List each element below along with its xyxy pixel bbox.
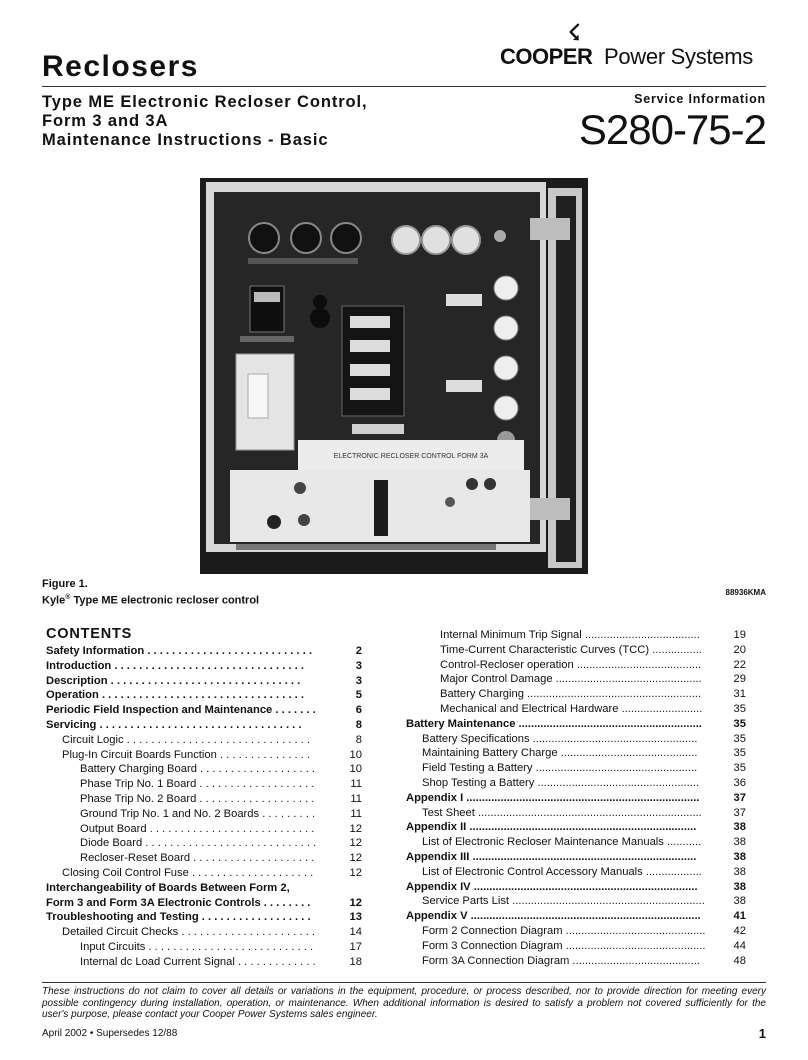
toc-entry-page: 11 <box>350 807 362 820</box>
toc-entry <box>46 733 362 748</box>
toc-entry-page: 38 <box>733 850 746 863</box>
toc-entry <box>46 925 362 940</box>
figure-code: 88936KMA <box>725 588 766 597</box>
toc-entry-page: 11 <box>350 792 362 805</box>
toc-entry-title: Maintaining Battery Charge ............................................ <box>422 747 698 760</box>
document-number: S280-75-2 <box>578 106 766 153</box>
brand-power-systems: Power Systems <box>604 44 753 69</box>
figure-title-text: Type ME electronic recloser control <box>70 594 260 607</box>
toc-entry-title: Detailed Circuit Checks . . . . . . . . . . . . . . . . . . . . . . <box>62 926 316 939</box>
toc-entry-title: Test Sheet ........................................................................ <box>422 806 702 819</box>
toc-entry-page: 22 <box>733 658 746 671</box>
toc-entry <box>406 776 746 791</box>
toc-entry-page: 12 <box>349 822 362 835</box>
toc-entry <box>406 672 746 687</box>
toc-entry <box>406 746 746 761</box>
toc-entry <box>406 687 746 702</box>
toc-entry <box>406 717 746 732</box>
toc-entry-page: 11 <box>350 778 362 791</box>
toc-entry-title: Battery Charging ........................................................ <box>440 688 702 701</box>
toc-entry-title: Form 3 and Form 3A Electronic Controls . . . . . . . . <box>46 896 311 909</box>
toc-entry-page: 3 <box>355 674 362 687</box>
toc-entry-title: Field Testing a Battery .................................................... <box>422 762 698 775</box>
toc-entry <box>46 674 362 689</box>
page-number: 1 <box>758 1026 766 1041</box>
toc-entry-title: Closing Coil Control Fuse . . . . . . . . . . . . . . . . . . . . <box>62 866 314 879</box>
toc-entry-title: Appendix V .......................................................................... <box>406 910 701 923</box>
toc-entry-page: 38 <box>733 821 746 834</box>
toc-entry <box>406 924 746 939</box>
toc-entry-page: 5 <box>355 689 362 702</box>
toc-entry-title: Input Circuits . . . . . . . . . . . . . . . . . . . . . . . . . . . <box>80 940 314 953</box>
contents-heading: CONTENTS <box>46 626 133 642</box>
toc-entry-title: Phase Trip No. 1 Board . . . . . . . . . . . . . . . . . . . <box>80 778 315 791</box>
toc-entry <box>46 807 362 822</box>
toc-entry-page: 38 <box>733 836 746 849</box>
issue-date: April 2002 <box>42 1028 88 1039</box>
toc-entry <box>46 644 362 659</box>
subtitle-line: Maintenance Instructions - Basic <box>42 131 329 149</box>
toc-entry-page: 6 <box>355 704 362 717</box>
toc-entry-page: 38 <box>733 895 746 908</box>
toc-entry-page: 38 <box>733 880 746 893</box>
toc-entry <box>46 792 362 807</box>
toc-entry <box>406 761 746 776</box>
toc-entry-page: 10 <box>349 748 362 761</box>
toc-entry-page: 12 <box>349 852 362 865</box>
toc-entry-title: Description . . . . . . . . . . . . . . . . . . . . . . . . . . . . . . . <box>46 674 301 687</box>
brand-logo <box>500 20 766 72</box>
toc-entry-page: 35 <box>733 747 746 760</box>
toc-entry <box>406 939 746 954</box>
toc-entry-page: 8 <box>355 718 362 731</box>
header-divider <box>42 86 766 87</box>
disclaimer-text: These instructions do not claim to cover all details or variations in the equipment, procedure, or process described, nor to provide direction for meeting every possible contingency during installation, operation, or maintenance. When additional information is desired to satisfy a problem not covered sufficiently for the user's purpose, please contact your Cooper Power Systems sales engineer. <box>42 986 766 1020</box>
toc-entry-title: Battery Maintenance ........................................................... <box>406 717 702 730</box>
toc-entry-title: Time-Current Characteristic Curves (TCC) ................ <box>440 643 702 656</box>
toc-entry <box>46 866 362 881</box>
figure-number: Figure 1. <box>42 578 88 590</box>
toc-entry-title: Recloser-Reset Board . . . . . . . . . . . . . . . . . . . . <box>80 852 315 865</box>
toc-entry <box>406 909 746 924</box>
toc-entry-page: 35 <box>733 762 746 775</box>
toc-entry-title: List of Electronic Control Accessory Manuals .................. <box>422 865 702 878</box>
toc-entry-title: Diode Board . . . . . . . . . . . . . . . . . . . . . . . . . . . . <box>80 837 317 850</box>
subtitle-line: Form 3 and 3A <box>42 112 169 130</box>
toc-entry-page: 44 <box>733 939 746 952</box>
toc-entry <box>46 896 362 911</box>
toc-entry-page: 31 <box>733 688 746 701</box>
toc-entry-title: Appendix IV ........................................................................ <box>406 880 698 893</box>
toc-entry <box>406 894 746 909</box>
toc-entry <box>406 702 746 717</box>
toc-entry-page: 12 <box>349 866 362 879</box>
toc-entry <box>406 850 746 865</box>
toc-entry-page: 48 <box>733 954 746 967</box>
toc-entry <box>406 628 746 643</box>
toc-entry <box>46 777 362 792</box>
toc-entry <box>406 954 746 969</box>
toc-entry-title: Internal Minimum Trip Signal ..................................... <box>440 629 700 641</box>
toc-entry-title: Appendix I ........................................................................... <box>406 791 700 804</box>
toc-entry-title: Battery Specifications ..................................................... <box>422 732 698 745</box>
panel-label: ELECTRONIC RECLOSER CONTROL FORM 3A <box>333 453 489 460</box>
document-subtitle <box>42 93 368 150</box>
registered-mark: ® <box>65 594 71 601</box>
toc-entry <box>406 865 746 880</box>
lightning-bolt-icon: ☇ <box>568 20 581 45</box>
toc-entry-title: Form 3A Connection Diagram ......................................... <box>422 954 700 967</box>
toc-entry-title: Major Control Damage ............................................... <box>440 673 702 686</box>
toc-entry-page: 10 <box>349 763 362 776</box>
toc-entry-title: Form 3 Connection Diagram ............................................. <box>422 939 706 952</box>
toc-entry <box>46 836 362 851</box>
toc-entry-title: Operation . . . . . . . . . . . . . . . . . . . . . . . . . . . . . . . . . <box>46 689 304 702</box>
toc-entry-title: Circuit Logic . . . . . . . . . . . . . . . . . . . . . . . . . . . . . . <box>62 733 311 746</box>
toc-entry <box>46 881 362 896</box>
toc-entry-title: Internal dc Load Current Signal . . . . . . . . . . . . . <box>80 955 316 968</box>
toc-entry-page: 42 <box>733 924 746 937</box>
toc-entry-page: 37 <box>733 791 746 804</box>
toc-entry-title: Troubleshooting and Testing . . . . . . . . . . . . . . . . . . <box>46 911 311 924</box>
toc-entry <box>406 820 746 835</box>
toc-entry <box>406 835 746 850</box>
toc-entry <box>406 791 746 806</box>
toc-entry-page: 37 <box>733 806 746 819</box>
toc-entry <box>406 880 746 895</box>
toc-entry-page: 12 <box>349 896 362 909</box>
toc-entry <box>46 703 362 718</box>
toc-entry <box>46 688 362 703</box>
toc-entry-title: Output Board . . . . . . . . . . . . . . . . . . . . . . . . . . . <box>80 822 315 835</box>
toc-entry-title: Ground Trip No. 1 and No. 2 Boards . . . . . . . . . <box>80 807 316 820</box>
toc-entry-page: 12 <box>349 837 362 850</box>
toc-entry-title: Introduction . . . . . . . . . . . . . . . . . . . . . . . . . . . . . . . <box>46 659 304 672</box>
figure-brand: Kyle <box>42 594 66 607</box>
toc-entry-page: 41 <box>733 910 746 923</box>
toc-entry-title: Servicing . . . . . . . . . . . . . . . . . . . . . . . . . . . . . . . . . <box>46 718 302 731</box>
toc-entry <box>46 955 362 970</box>
toc-entry-title: Battery Charging Board . . . . . . . . . . . . . . . . . . . <box>80 763 316 776</box>
toc-entry-title: Control-Recloser operation ........................................ <box>440 658 702 671</box>
figure-caption <box>42 578 259 608</box>
toc-right-column <box>406 628 746 968</box>
control-illustration <box>200 178 588 574</box>
toc-entry-title: Appendix II ......................................................................... <box>406 821 697 834</box>
toc-entry-title: Appendix III ........................................................................ <box>406 850 697 863</box>
toc-entry-page: 2 <box>355 645 362 657</box>
toc-entry-title: List of Electronic Recloser Maintenance Manuals ........... <box>422 836 702 849</box>
toc-entry <box>46 659 362 674</box>
service-information-label: Service Information <box>634 92 766 106</box>
toc-entry-page: 14 <box>349 926 362 939</box>
toc-entry <box>46 718 362 733</box>
toc-entry-title: Plug-In Circuit Boards Function . . . . . . . . . . . . . . . <box>62 748 311 761</box>
toc-entry-title: Form 2 Connection Diagram ............................................. <box>422 924 706 937</box>
toc-entry <box>46 748 362 763</box>
brand-cooper: COOPER <box>500 44 593 69</box>
toc-entry-title: Safety Information . . . . . . . . . . . . . . . . . . . . . . . . . . . <box>46 645 313 657</box>
toc-left-column <box>46 644 362 970</box>
toc-entry-title: Interchangeability of Boards Between Form 2, <box>46 881 290 894</box>
toc-entry-page: 29 <box>733 673 746 686</box>
page-title: Reclosers <box>42 50 199 83</box>
toc-entry-page: 36 <box>733 776 746 789</box>
supersedes-note: Supersedes 12/88 <box>96 1028 178 1039</box>
toc-entry-page: 3 <box>355 659 362 672</box>
toc-entry-title: Shop Testing a Battery .................................................... <box>422 776 700 789</box>
toc-entry-page: 19 <box>733 629 746 641</box>
toc-entry-page: 38 <box>733 865 746 878</box>
toc-entry <box>406 658 746 673</box>
toc-entry <box>46 851 362 866</box>
toc-entry-title: Mechanical and Electrical Hardware .......................... <box>440 702 703 715</box>
toc-entry-page: 35 <box>733 717 746 730</box>
toc-entry <box>406 806 746 821</box>
toc-entry <box>46 762 362 777</box>
toc-entry-page: 18 <box>349 955 362 968</box>
subtitle-line: Type ME Electronic Recloser Control, <box>42 93 368 111</box>
toc-entry-page: 13 <box>349 911 362 924</box>
footer-date <box>42 1028 177 1039</box>
footer-divider <box>42 982 766 983</box>
toc-entry <box>46 822 362 837</box>
figure-title <box>42 591 259 608</box>
toc-entry-page: 8 <box>355 733 362 746</box>
toc-entry-page: 17 <box>349 940 362 953</box>
toc-entry <box>46 910 362 925</box>
recloser-control-photo <box>200 178 588 574</box>
toc-entry <box>46 940 362 955</box>
toc-entry-page: 20 <box>733 643 746 656</box>
toc-entry <box>406 732 746 747</box>
toc-entry-title: Service Parts List .............................................................. <box>422 895 705 908</box>
toc-entry <box>406 643 746 658</box>
toc-entry-title: Phase Trip No. 2 Board . . . . . . . . . . . . . . . . . . . <box>80 792 315 805</box>
toc-entry-page: 35 <box>733 702 746 715</box>
footer-bullet: • <box>89 1028 94 1039</box>
toc-entry-title: Periodic Field Inspection and Maintenance . . . . . . . <box>46 704 316 717</box>
toc-entry-page: 35 <box>733 732 746 745</box>
